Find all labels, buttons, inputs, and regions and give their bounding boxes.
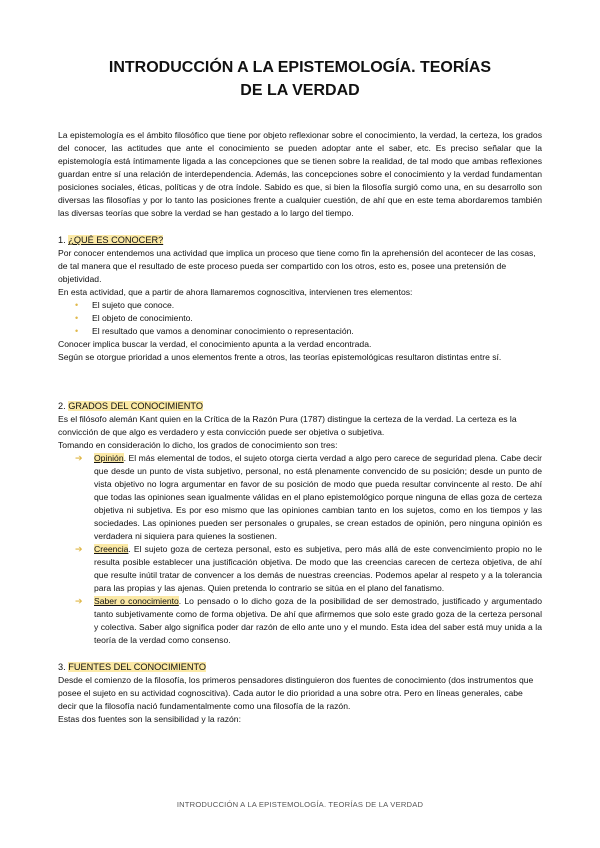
section-grados-del-conocimiento [58,400,542,647]
section-fuentes-del-conocimiento [58,661,542,726]
document-title [58,0,542,102]
arrow-right-icon: ➔ [75,544,83,554]
arrow-right-icon: ➔ [75,453,83,463]
paragraph: Por conocer entendemos una actividad que implica un proceso que tiene como fin la aprehensión del acontecer de las cosas, de tal manera que el resultado de este proceso pueda ser compartido con los otros, esto es, posee una pretensión de objetividad. [58,248,536,284]
section-title: GRADOS DEL CONOCIMIENTO [68,401,204,411]
page-footer: INTRODUCCIÓN A LA EPISTEMOLOGÍA. TEORÍAS DE LA VERDAD [176,800,424,809]
term: Opinión [94,453,124,463]
section-number: 1. [58,235,66,245]
term-description: . Lo pensado o lo dicho goza de la posibilidad de ser demostrado, justificado y argumentado tanto subjetivamente como de forma objetiva. De ahí que afirmemos que solo este grado goza de la certeza personal y colectiva. Saber algo significa poder dar razón de ello ante uno y el mundo. Esta idea del saber está muy unida a la teoría de la verdad como consenso. [94,596,542,645]
paragraph: Es el filósofo alemán Kant quien en la Crítica de la Razón Pura (1787) distingue la certeza de la verdad. La certeza es la convicción de que algo es verdadero y esta convicción puede ser objetiva o subjetiva. [58,414,517,437]
list-item-opinion [75,452,542,543]
section-heading [58,661,542,674]
section-que-es-conocer [58,234,542,364]
section-number: 3. [58,662,66,672]
title-line-1: INTRODUCCIÓN A LA EPISTEMOLOGÍA. TEORÍAS [108,59,492,76]
list-item: • El resultado que vamos a denominar conocimiento o representación. [75,325,542,338]
paragraph: Según se otorgue prioridad a unos elementos frente a otros, las teorías epistemológicas resultaron distintas entre sí. [58,352,502,362]
paragraph: Tomando en consideración lo dicho, los grados de conocimiento son tres: [58,440,338,450]
section-title: ¿QUÉ ES CONOCER? [68,235,164,245]
term: Creencia [94,544,129,554]
elements-list [58,299,542,338]
title-line-2: DE LA VERDAD [240,82,360,99]
list-item: • El sujeto que conoce. [75,299,542,312]
section-heading [58,400,542,413]
grades-list [58,452,542,647]
paragraph: Desde el comienzo de la filosofía, los primeros pensadores distinguieron dos fuentes de conocimiento (dos instrumentos que posee el sujeto en su actividad cognoscitiva). Cada autor le dio prioridad a una sobre otra. Pero en líneas generales, cabe decir que la filosofía nació fundamentalmente como una filosofía de la razón. [58,675,534,711]
paragraph: Estas dos fuentes son la sensibilidad y la razón: [58,714,241,724]
intro-paragraph: La epistemología es el ámbito filosófico que tiene por objeto reflexionar sobre el conocimiento, la verdad, la certeza, los grados del conocer, las actitudes que ante el conocimiento se pueden adoptar ante el saber, etc. Es preciso señalar que la epistemología está íntimamente ligada a las concepciones que se tienen sobre la realidad, de tal modo que ambas reflexiones guardan entre sí una relación de interdependencia. Además, las concepciones sobre el conocimiento y la verdad fundamentan posiciones sociales, éticas, políticas y de otra índole. Sabido es que, si bien la filosofía surgió como una, en su desarrollo son diversas las filosofías y por lo tanto las posiciones frente a cualquier cuestión, de ahí que en este tema abordaremos también las diversas teorías que sobre la verdad se han gestado a lo largo del tiempo. [58,130,542,218]
term: Saber o conocimiento [94,596,179,606]
list-item: • El objeto de conocimiento. [75,312,542,325]
paragraph: En esta actividad, que a partir de ahora llamaremos cognoscitiva, intervienen tres elementos: [58,287,413,297]
section-title: FUENTES DEL CONOCIMIENTO [68,662,207,672]
term-description: . El sujeto goza de certeza personal, esto es subjetiva, pero más allá de este convencimiento propio no le resulta posible establecer una justificación objetiva. De modo que las creencias carecen de certeza objetiva, de ahí que resulte inútil tratar de convencer a los demás de nuestras creencias. Podemos apelar al respeto y a la tolerancia para las propias y las ajenas. Quien pretenda lo contrario se sitúa en el plano del fanatismo. [94,544,542,593]
arrow-right-icon: ➔ [75,596,83,606]
paragraph: Conocer implica buscar la verdad, el conocimiento apunta a la verdad encontrada. [58,339,372,349]
section-heading [58,234,542,247]
list-item-saber [75,595,542,647]
term-description: . El más elemental de todos, el sujeto otorga cierta verdad a algo pero carece de seguridad plena. Cabe decir que desde un punto de vista subjetivo, personal, no está plenamente convencido de su posición; desde un punto de vista objetivo no logra argumentar en favor de su posición de modo que pueda resultar convincente al resto. De ahí que todas las opiniones sean igualmente válidas en el plano epistemológico porque ninguna de ellas goza de certeza objetiva ni subjetiva. Es por eso mismo que las opiniones cambian tanto en los sujetos, como en los tiempos y las sociedades. Las opiniones pueden ser personales o grupales, se crean estados de opinión, pero ninguna opinión es verdadera ni siquiera para quienes la sostienen. [94,453,542,541]
list-item-creencia [75,543,542,595]
section-number: 2. [58,401,66,411]
